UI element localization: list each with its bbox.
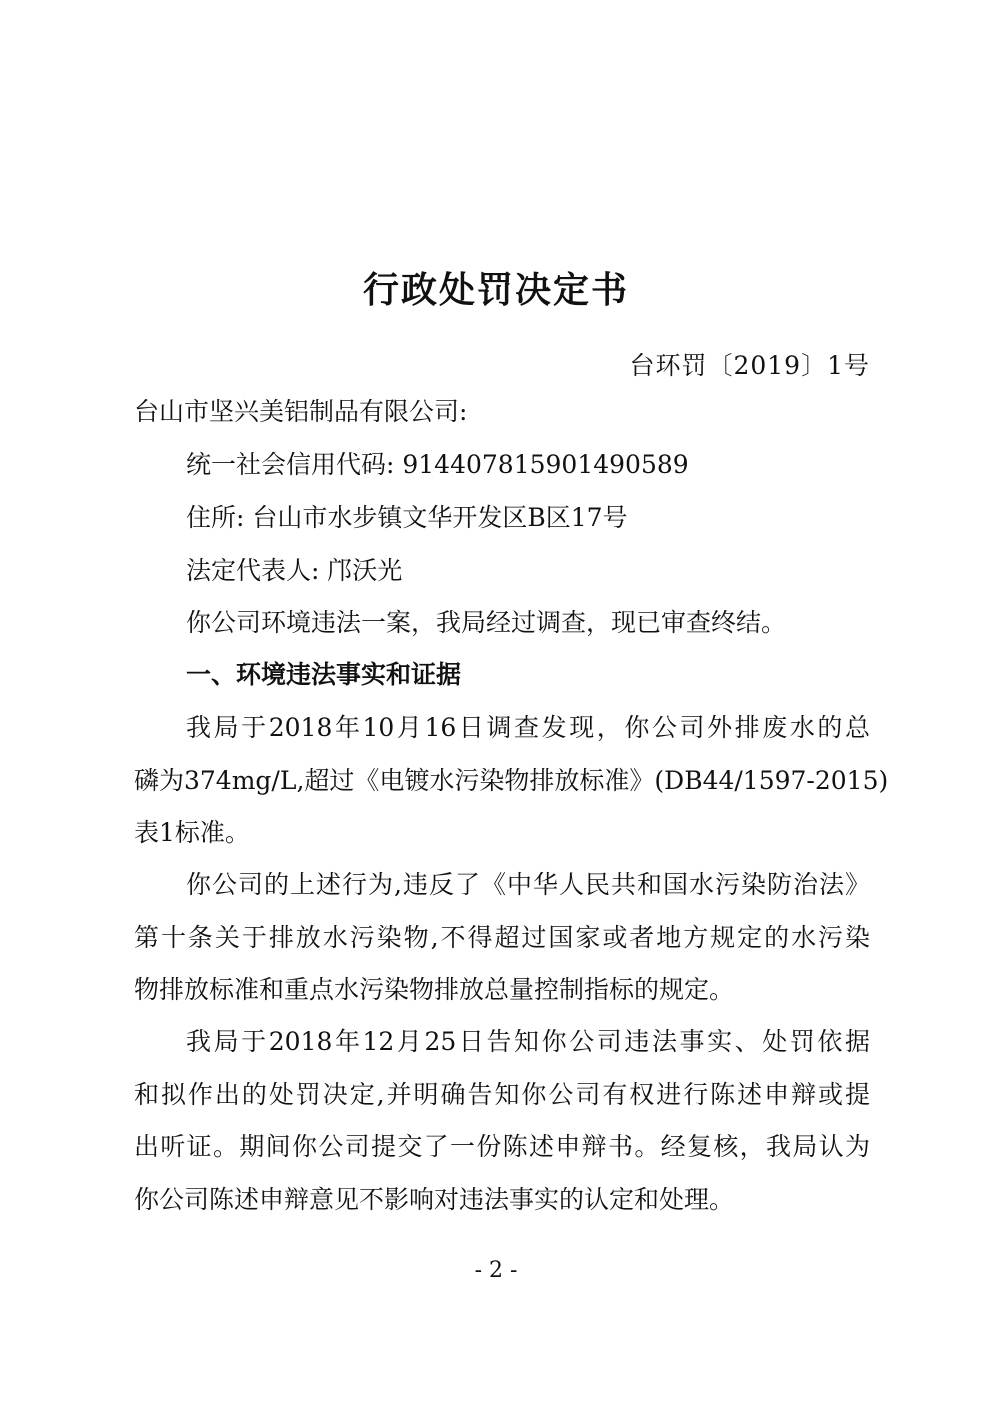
paragraph-line: 表1标准。 xyxy=(134,818,250,847)
section-heading: 一、环境违法事实和证据 xyxy=(186,660,462,689)
paragraph-line: 我局于2018年10月16日调查发现，你公司外排废水的总 xyxy=(186,713,870,742)
paragraph-line: 物排放标准和重点水污染物排放总量控制指标的规定。 xyxy=(134,975,735,1004)
paragraph-line: 你公司的上述行为,违反了《中华人民共和国水污染防治法》 xyxy=(186,870,870,899)
document-title: 行政处罚决定书 xyxy=(362,270,629,311)
paragraph-line: 出听证。期间你公司提交了一份陈述申辩书。经复核，我局认为 xyxy=(134,1132,870,1161)
paragraph-line: 和拟作出的处罚决定,并明确告知你公司有权进行陈述申辩或提 xyxy=(134,1080,870,1109)
credit-code-line: 统一社会信用代码: 914407815901490589 xyxy=(186,450,689,479)
intro-line: 你公司环境违法一案，我局经过调查，现已审查终结。 xyxy=(186,608,787,637)
page-number: - 2 - xyxy=(474,1258,518,1283)
address-line: 住所: 台山市水步镇文华开发区B区17号 xyxy=(186,503,628,532)
recipient-line: 台山市坚兴美铝制品有限公司: xyxy=(134,397,468,426)
paragraph-line: 我局于2018年12月25日告知你公司违法事实、处罚依据 xyxy=(186,1027,870,1056)
legal-rep-line: 法定代表人: 邝沃光 xyxy=(186,556,403,585)
paragraph-line: 你公司陈述申辩意见不影响对违法事实的认定和处理。 xyxy=(134,1185,735,1214)
paragraph-line: 第十条关于排放水污染物,不得超过国家或者地方规定的水污染 xyxy=(134,923,870,952)
paragraph-line: 磷为374mg/L,超过《电镀水污染物排放标准》(DB44/1597-2015) xyxy=(134,766,889,795)
document-number: 台环罚〔2019〕1号 xyxy=(629,351,870,380)
